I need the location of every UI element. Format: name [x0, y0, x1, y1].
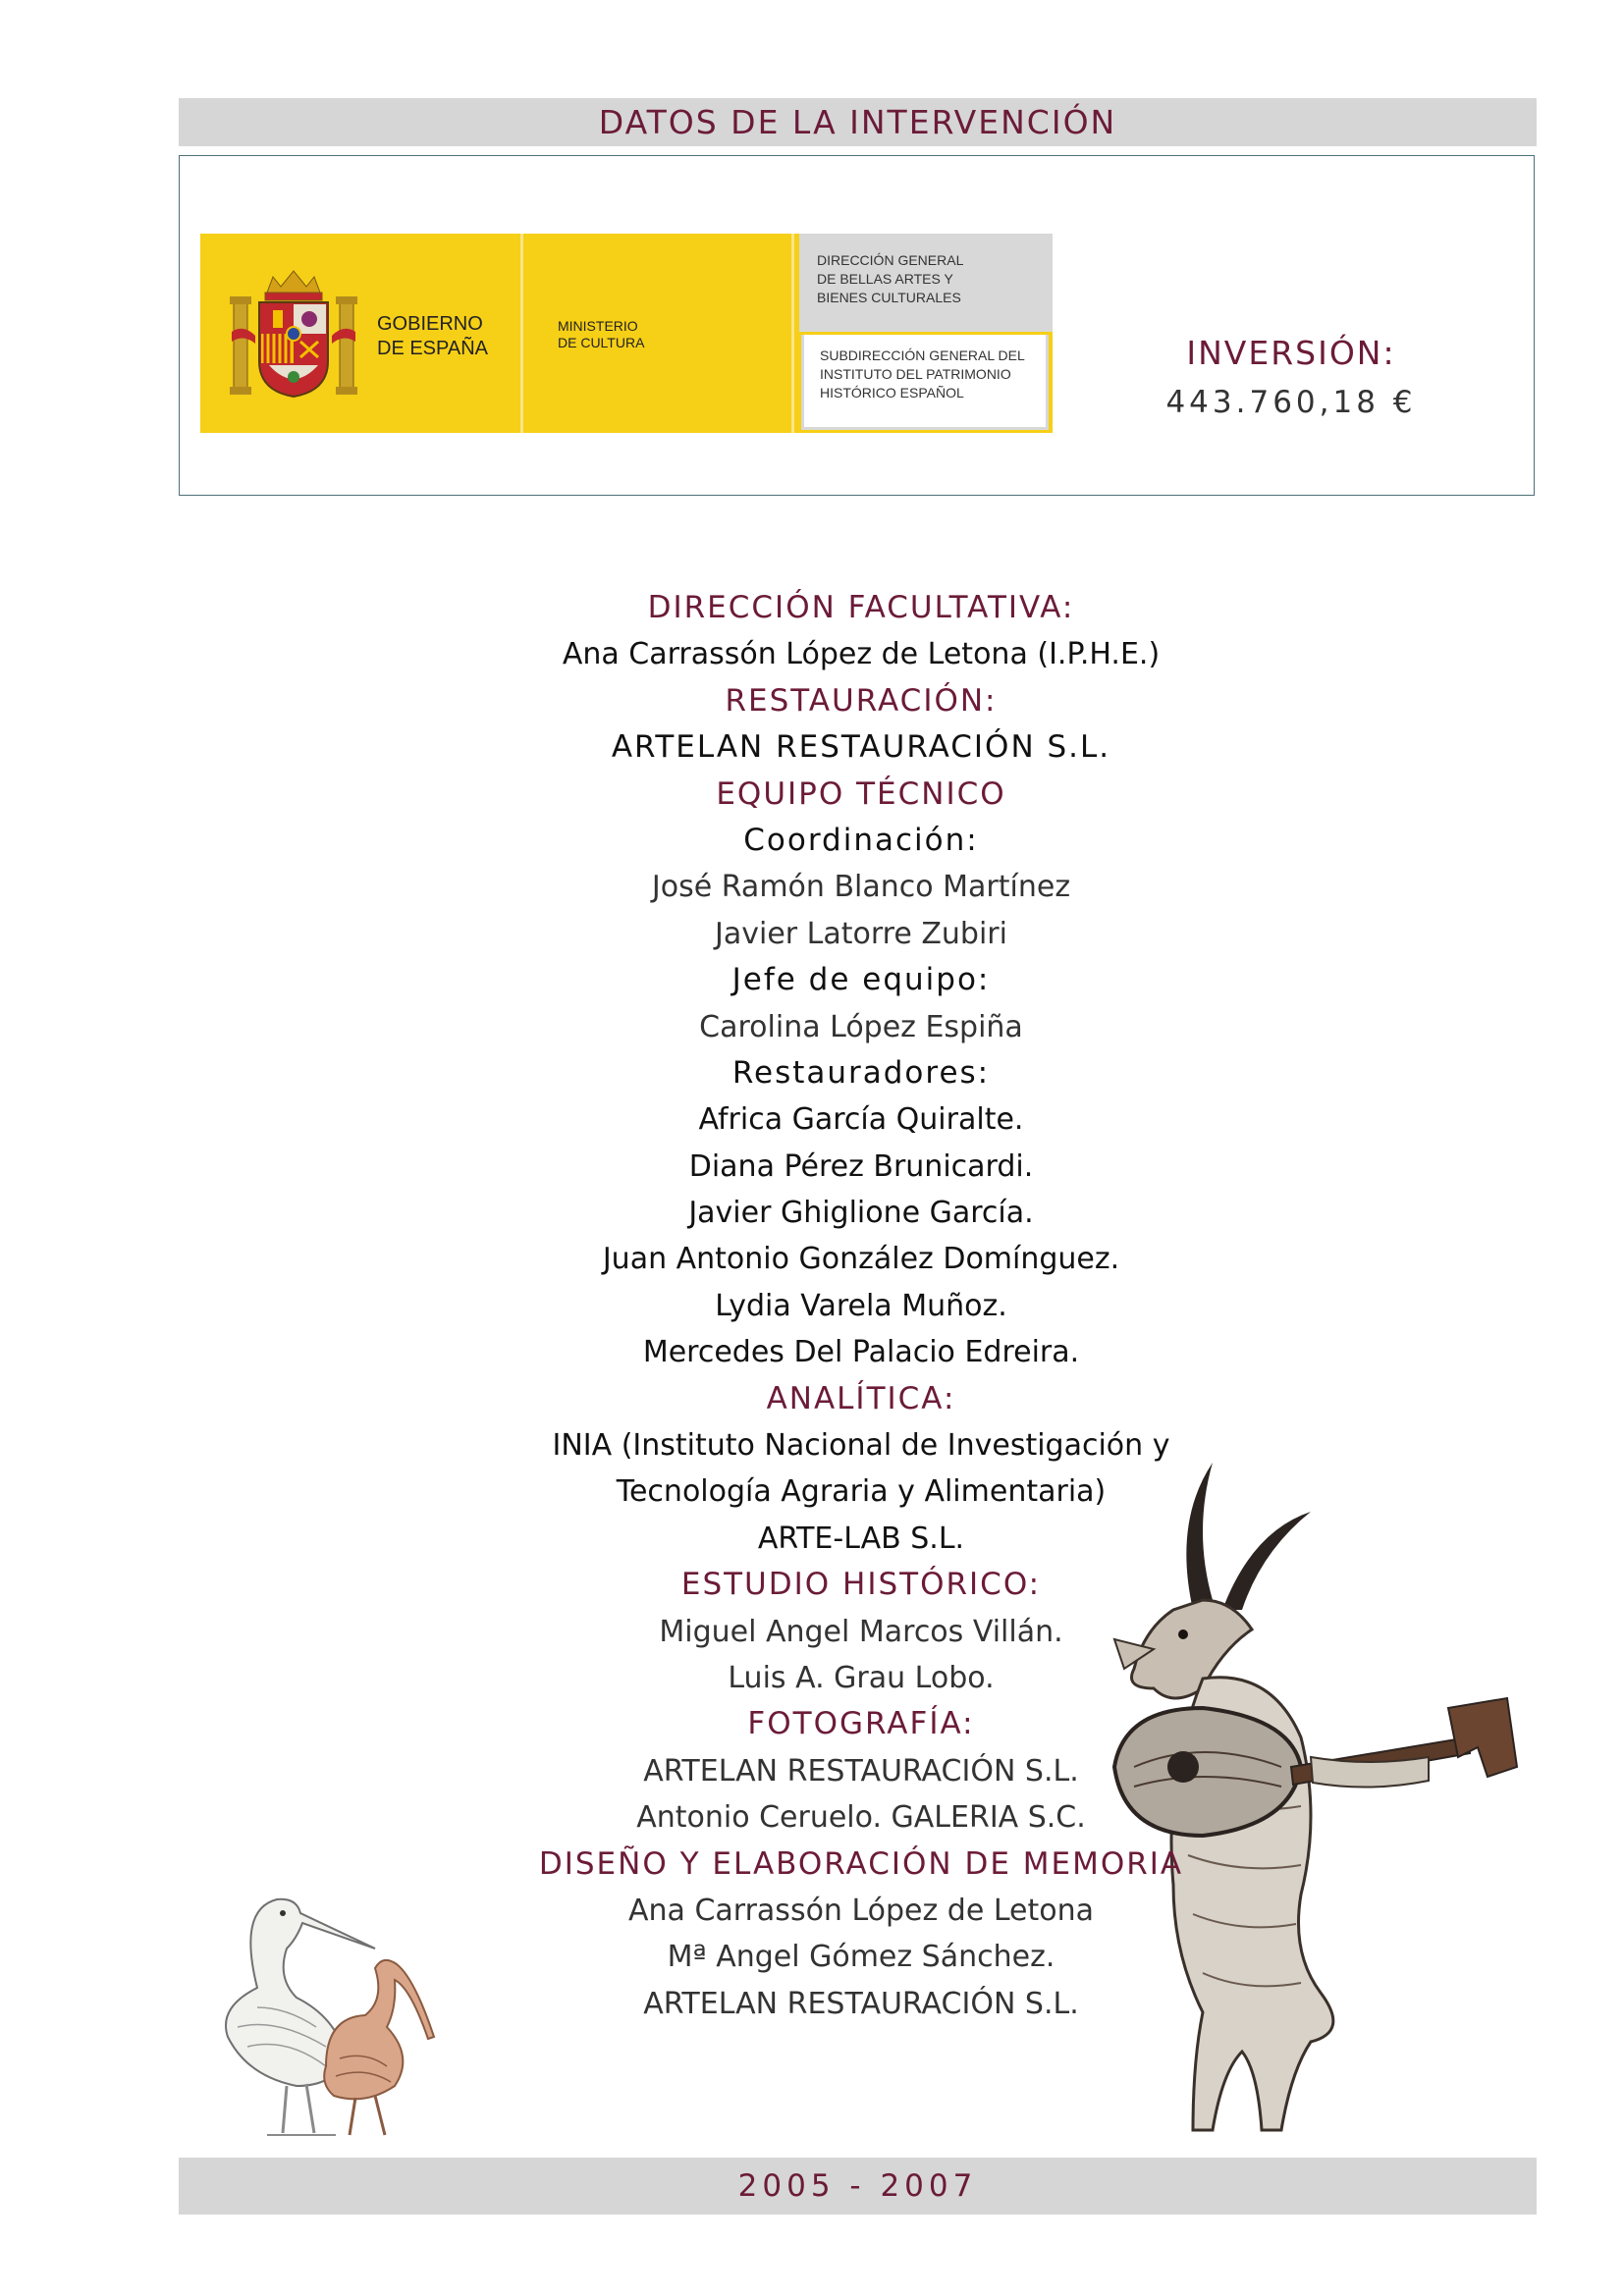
divider: [520, 234, 523, 433]
section-title: DATOS DE LA INTERVENCIÓN: [179, 98, 1537, 146]
credits-list: [468, 585, 1254, 2027]
direccion-line: BIENES CULTURALES: [817, 290, 961, 305]
credit-name: Antonio Ceruelo. GALERIA S.C.: [636, 1800, 1086, 1836]
inversion-value: 443.760,18 €: [1165, 385, 1417, 420]
credit-name: Africa García Quiralte.: [698, 1102, 1024, 1138]
credit-name: José Ramón Blanco Martínez: [651, 870, 1071, 905]
credit-subheading: ARTELAN RESTAURACIÓN S.L.: [611, 729, 1111, 766]
direccion-general-text: [799, 234, 1053, 332]
credit-name: Tecnología Agraria y Alimentaria): [616, 1474, 1107, 1510]
credit-name: Javier Ghiglione García.: [688, 1196, 1034, 1231]
direccion-line: DIRECCIÓN GENERAL: [817, 252, 964, 268]
divider: [791, 234, 794, 433]
inversion-label: INVERSIÓN:: [1186, 334, 1396, 372]
credit-name: Ana Carrassón López de Letona (I.P.H.E.): [562, 637, 1161, 672]
credit-name: Mercedes Del Palacio Edreira.: [642, 1335, 1080, 1370]
ministerio-line: MINISTERIO: [558, 318, 638, 334]
years-band: 2005 - 2007: [179, 2158, 1537, 2215]
subdireccion-line: INSTITUTO DEL PATRIMONIO: [820, 366, 1011, 382]
credit-heading: FOTOGRAFÍA:: [747, 1706, 975, 1742]
credit-name: Miguel Angel Marcos Villán.: [659, 1614, 1063, 1649]
credit-name: Mª Angel Gómez Sánchez.: [667, 1940, 1055, 1975]
gobierno-text: [377, 312, 488, 361]
credit-heading: ANALÍTICA:: [766, 1380, 956, 1416]
ministerio-line: DE CULTURA: [558, 335, 645, 350]
credit-heading: DISEÑO Y ELABORACIÓN DE MEMORIA: [538, 1845, 1184, 1882]
credit-subheading: Restauradores:: [731, 1054, 991, 1091]
coat-of-arms-icon: [230, 263, 357, 400]
credit-name: Juan Antonio González Domínguez.: [602, 1242, 1120, 1277]
credit-name: ARTELAN RESTAURACIÓN S.L.: [643, 1753, 1079, 1789]
credit-name: Diana Pérez Brunicardi.: [688, 1148, 1034, 1184]
credit-name: Javier Latorre Zubiri: [715, 916, 1007, 951]
subdireccion-line: SUBDIRECCIÓN GENERAL DEL: [820, 347, 1025, 363]
credit-name: Ana Carrassón López de Letona: [628, 1893, 1094, 1928]
ministerio-text: [558, 318, 644, 351]
gobierno-line: GOBIERNO: [377, 313, 483, 335]
gobierno-line: DE ESPAÑA: [377, 338, 488, 359]
credit-name: INIA (Instituto Nacional de Investigación y: [552, 1428, 1170, 1464]
credit-name: Carolina López Espiña: [699, 1009, 1023, 1044]
subdireccion-line: HISTÓRICO ESPAÑOL: [820, 385, 964, 400]
credit-name: Luis A. Grau Lobo.: [728, 1660, 995, 1695]
subdireccion-text: [801, 335, 1049, 430]
credit-name: ARTELAN RESTAURACIÓN S.L.: [643, 1986, 1079, 2021]
credit-heading: ESTUDIO HISTÓRICO:: [680, 1567, 1042, 1603]
ministry-logo: [200, 234, 1053, 433]
direccion-line: DE BELLAS ARTES Y: [817, 271, 953, 287]
credit-subheading: Jefe de equipo:: [731, 962, 991, 998]
credit-name: ARTE-LAB S.L.: [757, 1521, 965, 1556]
credit-heading: RESTAURACIÓN:: [725, 682, 998, 719]
credit-name: Lydia Varela Muñoz.: [715, 1288, 1007, 1323]
birds-illustration: [218, 1890, 483, 2145]
credit-subheading: Coordinación:: [743, 822, 979, 858]
credit-heading: EQUIPO TÉCNICO: [716, 775, 1006, 812]
credit-heading: DIRECCIÓN FACULTATIVA:: [647, 590, 1075, 625]
